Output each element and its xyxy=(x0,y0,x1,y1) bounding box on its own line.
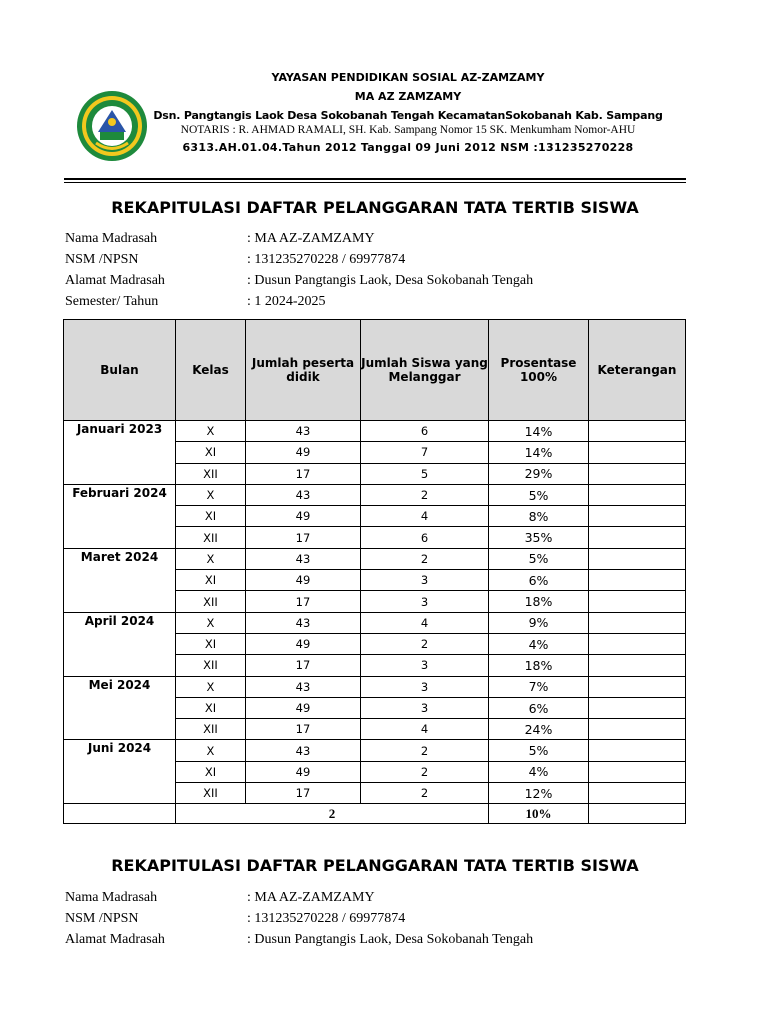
info-row-alamat xyxy=(64,270,714,291)
letterhead-divider-thick xyxy=(64,178,686,180)
peserta-cell: 43 xyxy=(246,740,361,761)
info-value: : 1 2024-2025 xyxy=(247,294,326,309)
table-row xyxy=(64,612,686,633)
melanggar-cell: 5 xyxy=(361,463,489,484)
kelas-cell: X xyxy=(176,484,246,505)
keterangan-cell xyxy=(589,442,686,463)
peserta-cell: 43 xyxy=(246,421,361,442)
notary-line: NOTARIS : R. AHMAD RAMALI, SH. Kab. Sampang Nomor 15 SK. Menkumham Nomor-AHU xyxy=(180,124,636,136)
keterangan-cell xyxy=(589,676,686,697)
prosentase-cell: 8% xyxy=(489,506,589,527)
keterangan-cell xyxy=(589,612,686,633)
melanggar-cell: 4 xyxy=(361,506,489,527)
kelas-cell: X xyxy=(176,740,246,761)
info-row-semester xyxy=(64,291,714,312)
info-label: NSM /NPSN xyxy=(65,252,139,267)
melanggar-cell: 4 xyxy=(361,612,489,633)
peserta-cell: 17 xyxy=(246,527,361,548)
info-row-madrasah xyxy=(64,887,714,908)
kelas-cell: XI xyxy=(176,442,246,463)
peserta-cell: 49 xyxy=(246,506,361,527)
keterangan-cell xyxy=(589,421,686,442)
info-value: : Dusun Pangtangis Laok, Desa Sokobanah Tengah xyxy=(247,932,534,947)
peserta-cell: 49 xyxy=(246,633,361,654)
kelas-cell: XI xyxy=(176,570,246,591)
peserta-cell: 43 xyxy=(246,612,361,633)
melanggar-cell: 6 xyxy=(361,527,489,548)
peserta-cell: 43 xyxy=(246,484,361,505)
prosentase-cell: 12% xyxy=(489,783,589,804)
peserta-cell: 17 xyxy=(246,783,361,804)
melanggar-cell: 2 xyxy=(361,783,489,804)
melanggar-cell: 4 xyxy=(361,719,489,740)
table-row xyxy=(64,676,686,697)
info-label: Alamat Madrasah xyxy=(65,932,165,947)
info-row-alamat xyxy=(64,929,714,950)
keterangan-cell xyxy=(589,527,686,548)
violation-recap-table xyxy=(63,319,686,824)
melanggar-cell: 2 xyxy=(361,740,489,761)
total-prosentase-cell: 10% xyxy=(489,804,589,824)
keterangan-cell xyxy=(589,548,686,569)
column-header-prosentase: Prosentase 100% xyxy=(489,320,589,421)
kelas-cell: XI xyxy=(176,633,246,654)
keterangan-cell xyxy=(589,633,686,654)
melanggar-cell: 3 xyxy=(361,591,489,612)
peserta-cell: 49 xyxy=(246,570,361,591)
melanggar-cell: 2 xyxy=(361,484,489,505)
keterangan-cell xyxy=(589,761,686,782)
peserta-cell: 43 xyxy=(246,676,361,697)
school-address: Dsn. Pangtangis Laok Desa Sokobanah Tengah KecamatanSokobanah Kab. Sampang xyxy=(153,109,663,122)
info-row-madrasah xyxy=(64,228,714,249)
info-value: : MA AZ-ZAMZAMY xyxy=(247,231,375,246)
prosentase-cell: 35% xyxy=(489,527,589,548)
kelas-cell: X xyxy=(176,548,246,569)
prosentase-cell: 5% xyxy=(489,484,589,505)
kelas-cell: XII xyxy=(176,527,246,548)
month-cell: Februari 2024 xyxy=(64,484,176,548)
melanggar-cell: 2 xyxy=(361,548,489,569)
kelas-cell: XI xyxy=(176,697,246,718)
table-row xyxy=(64,740,686,761)
peserta-cell: 49 xyxy=(246,442,361,463)
info-label: NSM /NPSN xyxy=(65,911,139,926)
peserta-cell: 17 xyxy=(246,719,361,740)
letterhead-divider-thin xyxy=(64,182,686,183)
melanggar-cell: 2 xyxy=(361,633,489,654)
school-logo xyxy=(76,88,148,164)
info-row-nsm xyxy=(64,908,714,929)
melanggar-cell: 3 xyxy=(361,676,489,697)
decree-line: 6313.AH.01.04.Tahun 2012 Tanggal 09 Juni 2012 NSM :131235270228 xyxy=(182,141,634,154)
keterangan-cell xyxy=(589,463,686,484)
month-cell: Maret 2024 xyxy=(64,548,176,612)
kelas-cell: X xyxy=(176,676,246,697)
peserta-cell: 49 xyxy=(246,761,361,782)
keterangan-cell xyxy=(589,740,686,761)
kelas-cell: XI xyxy=(176,761,246,782)
prosentase-cell: 4% xyxy=(489,633,589,654)
prosentase-cell: 9% xyxy=(489,612,589,633)
keterangan-cell xyxy=(589,484,686,505)
column-header-bulan: Bulan xyxy=(64,320,176,421)
column-header-melanggar: Jumlah Siswa yang Melanggar xyxy=(361,320,489,421)
kelas-cell: XII xyxy=(176,655,246,676)
kelas-cell: X xyxy=(176,421,246,442)
month-cell: Januari 2023 xyxy=(64,421,176,485)
table-row xyxy=(64,421,686,442)
prosentase-cell: 14% xyxy=(489,421,589,442)
school-name: MA AZ ZAMZAMY xyxy=(354,90,462,103)
table-body xyxy=(64,421,686,824)
info-label: Nama Madrasah xyxy=(65,231,158,246)
info-value: : Dusun Pangtangis Laok, Desa Sokobanah Tengah xyxy=(247,273,534,288)
total-keterangan-cell xyxy=(589,804,686,824)
keterangan-cell xyxy=(589,570,686,591)
peserta-cell: 43 xyxy=(246,548,361,569)
kelas-cell: XII xyxy=(176,591,246,612)
melanggar-cell: 3 xyxy=(361,655,489,676)
month-cell: April 2024 xyxy=(64,612,176,676)
prosentase-cell: 5% xyxy=(489,548,589,569)
keterangan-cell xyxy=(589,655,686,676)
kelas-cell: X xyxy=(176,612,246,633)
melanggar-cell: 2 xyxy=(361,761,489,782)
prosentase-cell: 7% xyxy=(489,676,589,697)
kelas-cell: XI xyxy=(176,506,246,527)
keterangan-cell xyxy=(589,506,686,527)
table-row xyxy=(64,484,686,505)
recap-title-second: REKAPITULASI DAFTAR PELANGGARAN TATA TERTIB SISWA xyxy=(111,856,639,875)
info-label: Nama Madrasah xyxy=(65,890,158,905)
keterangan-cell xyxy=(589,783,686,804)
prosentase-cell: 5% xyxy=(489,740,589,761)
prosentase-cell: 4% xyxy=(489,761,589,782)
melanggar-cell: 7 xyxy=(361,442,489,463)
info-label: Alamat Madrasah xyxy=(65,273,165,288)
column-header-kelas: Kelas xyxy=(176,320,246,421)
kelas-cell: XII xyxy=(176,463,246,484)
school-info-block-second xyxy=(64,887,714,950)
peserta-cell: 49 xyxy=(246,697,361,718)
kelas-cell: XII xyxy=(176,783,246,804)
keterangan-cell xyxy=(589,697,686,718)
info-value: : 131235270228 / 69977874 xyxy=(247,252,406,267)
foundation-name: YAYASAN PENDIDIKAN SOSIAL AZ-ZAMZAMY xyxy=(271,71,545,84)
melanggar-cell: 3 xyxy=(361,697,489,718)
column-header-keterangan: Keterangan xyxy=(589,320,686,421)
info-label: Semester/ Tahun xyxy=(65,294,159,309)
total-row xyxy=(64,804,686,824)
recap-title: REKAPITULASI DAFTAR PELANGGARAN TATA TERTIB SISWA xyxy=(111,198,639,217)
prosentase-cell: 24% xyxy=(489,719,589,740)
kelas-cell: XII xyxy=(176,719,246,740)
prosentase-cell: 14% xyxy=(489,442,589,463)
prosentase-cell: 6% xyxy=(489,697,589,718)
info-value: : 131235270228 / 69977874 xyxy=(247,911,406,926)
peserta-cell: 17 xyxy=(246,655,361,676)
melanggar-cell: 3 xyxy=(361,570,489,591)
total-blank-cell xyxy=(64,804,176,824)
column-header-peserta: Jumlah peserta didik xyxy=(246,320,361,421)
prosentase-cell: 6% xyxy=(489,570,589,591)
peserta-cell: 17 xyxy=(246,463,361,484)
table-header-row xyxy=(64,320,686,421)
prosentase-cell: 29% xyxy=(489,463,589,484)
month-cell: Mei 2024 xyxy=(64,676,176,740)
info-value: : MA AZ-ZAMZAMY xyxy=(247,890,375,905)
prosentase-cell: 18% xyxy=(489,591,589,612)
info-row-nsm xyxy=(64,249,714,270)
keterangan-cell xyxy=(589,591,686,612)
prosentase-cell: 18% xyxy=(489,655,589,676)
melanggar-cell: 6 xyxy=(361,421,489,442)
peserta-cell: 17 xyxy=(246,591,361,612)
total-melanggar-cell: 2 xyxy=(176,804,489,824)
keterangan-cell xyxy=(589,719,686,740)
school-info-block xyxy=(64,228,714,312)
table-row xyxy=(64,548,686,569)
month-cell: Juni 2024 xyxy=(64,740,176,804)
